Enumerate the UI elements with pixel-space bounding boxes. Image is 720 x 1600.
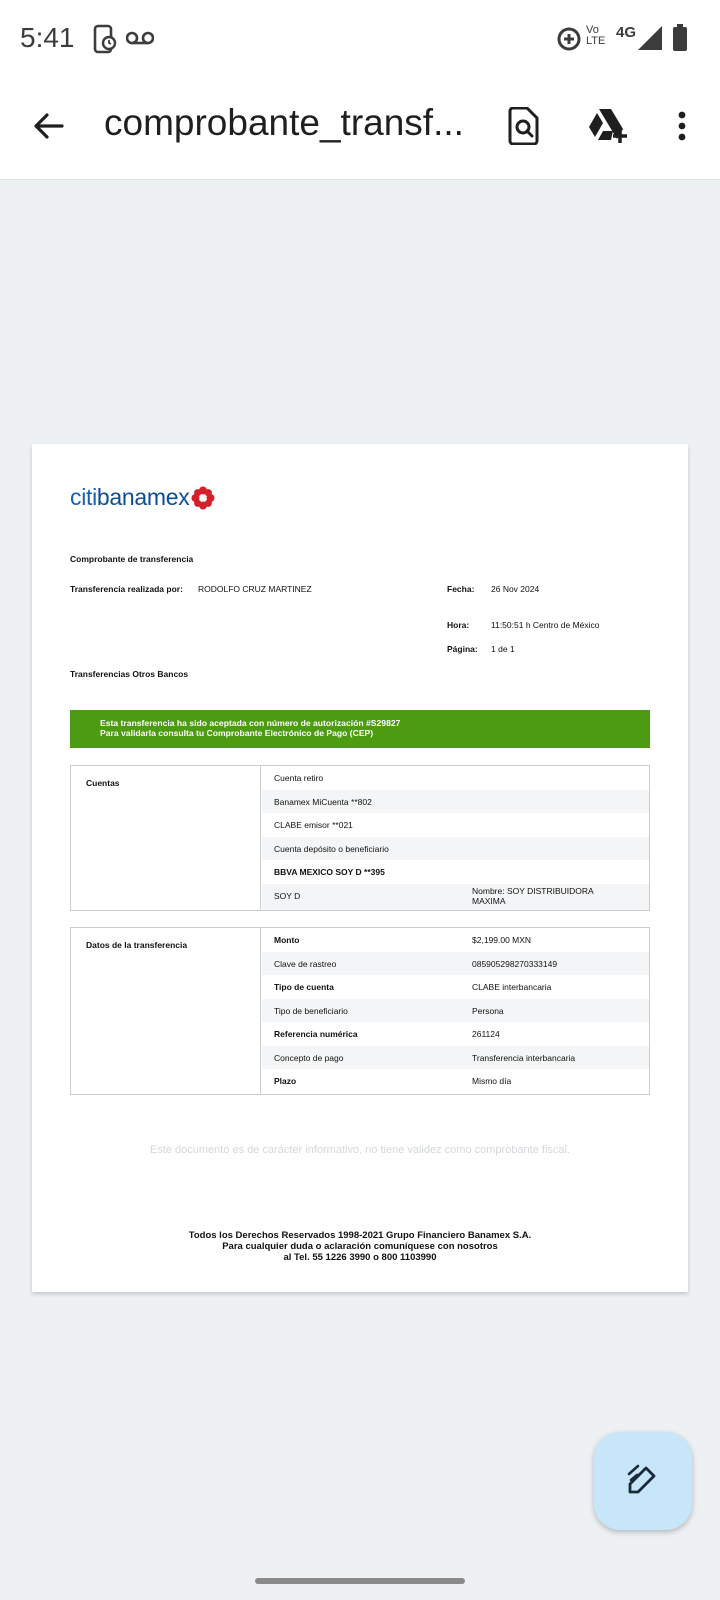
datos-header: Datos de la transferencia (86, 940, 188, 950)
table-row: Concepto de pago Transferencia interbancaria (262, 1046, 649, 1070)
table-row: Tipo de beneficiario Persona (262, 999, 649, 1023)
disclaimer-text: Este documento es de carácter informativo, no tiene validez como comprobante fiscal. (149, 1144, 571, 1156)
pagina-value: 1 de 1 (491, 644, 515, 654)
section-title: Transferencias Otros Bancos (70, 669, 189, 679)
data-saver-icon (556, 26, 582, 57)
app-bar (0, 78, 720, 180)
table-row: Cuenta retiro (274, 773, 324, 783)
more-vert-icon (678, 111, 686, 146)
table-row: Referencia numérica 261124 (274, 1029, 500, 1039)
banamex-flower-icon (191, 486, 215, 510)
search-in-document-button[interactable] (496, 100, 552, 156)
table-row: SOY D Nombre: SOY DISTRIBUIDORA MAXIMA (262, 884, 649, 910)
table-row: BBVA MEXICO SOY D **395 (274, 867, 385, 877)
drive-add-icon (587, 107, 629, 150)
battery-icon (672, 24, 688, 57)
cuentas-header: Cuentas (86, 778, 120, 788)
pagina-label: Página: (447, 644, 478, 654)
arrow-left-icon (32, 110, 64, 147)
gesture-nav-bar[interactable] (255, 1578, 465, 1584)
edit-annotate-icon (626, 1462, 660, 1501)
fecha-label: Fecha: (447, 584, 475, 594)
phone-sync-icon (92, 24, 118, 59)
status-bar (0, 0, 720, 78)
annotate-fab-button[interactable] (594, 1432, 692, 1530)
banner-line-2: Para validarla consulta tu Comprobante Electrónico de Pago (CEP) (100, 728, 374, 738)
table-row: Plazo Mismo día (274, 1076, 512, 1086)
document-page (32, 444, 688, 1292)
table-row: Cuenta depósito o beneficiario (262, 837, 649, 861)
document-heading: Comprobante de transferencia (70, 554, 194, 564)
hora-label: Hora: (447, 620, 470, 630)
back-button[interactable] (20, 100, 76, 156)
hora-value: 11:50:51 h Centro de México (491, 620, 600, 630)
document-title: comprobante_transf... (104, 102, 464, 143)
authorization-banner (70, 710, 650, 748)
more-options-button[interactable] (654, 100, 710, 156)
document-search-icon (507, 107, 541, 150)
status-time: 5:41 (20, 22, 75, 53)
add-to-drive-button[interactable] (580, 100, 636, 156)
footer-text: Todos los Derechos Reservados 1998-2021 Grupo Financiero Banamex S.A. Para cualquier duda o aclaración comuníquese con nosotros al Tel. 55 1226 3990 o 800 1103990 (188, 1230, 532, 1263)
fecha-value: 26 Nov 2024 (491, 584, 540, 594)
datos-transferencia-table (70, 927, 650, 1095)
table-row: Monto $2,199.00 MXN (274, 935, 532, 945)
made-by-value: RODOLFO CRUZ MARTINEZ (198, 584, 312, 594)
volte-indicator: Vo LTE (586, 24, 606, 47)
citibanamex-logo: citi banamex (70, 484, 215, 511)
table-row: Clave de rastreo 085905298270333149 (262, 952, 649, 976)
network-type: 4G (616, 24, 637, 41)
table-row: Tipo de cuenta CLABE interbancaria (274, 982, 552, 992)
cuentas-table (70, 765, 650, 911)
table-row: Banamex MiCuenta **802 (262, 790, 649, 814)
voicemail-icon (126, 30, 154, 51)
signal-icon (638, 26, 662, 55)
table-row: CLABE emisor **021 (274, 820, 353, 830)
banner-line-1: Esta transferencia ha sido aceptada con número de autorización #S29827 (100, 718, 401, 728)
made-by-label: Transferencia realizada por: (70, 584, 183, 594)
